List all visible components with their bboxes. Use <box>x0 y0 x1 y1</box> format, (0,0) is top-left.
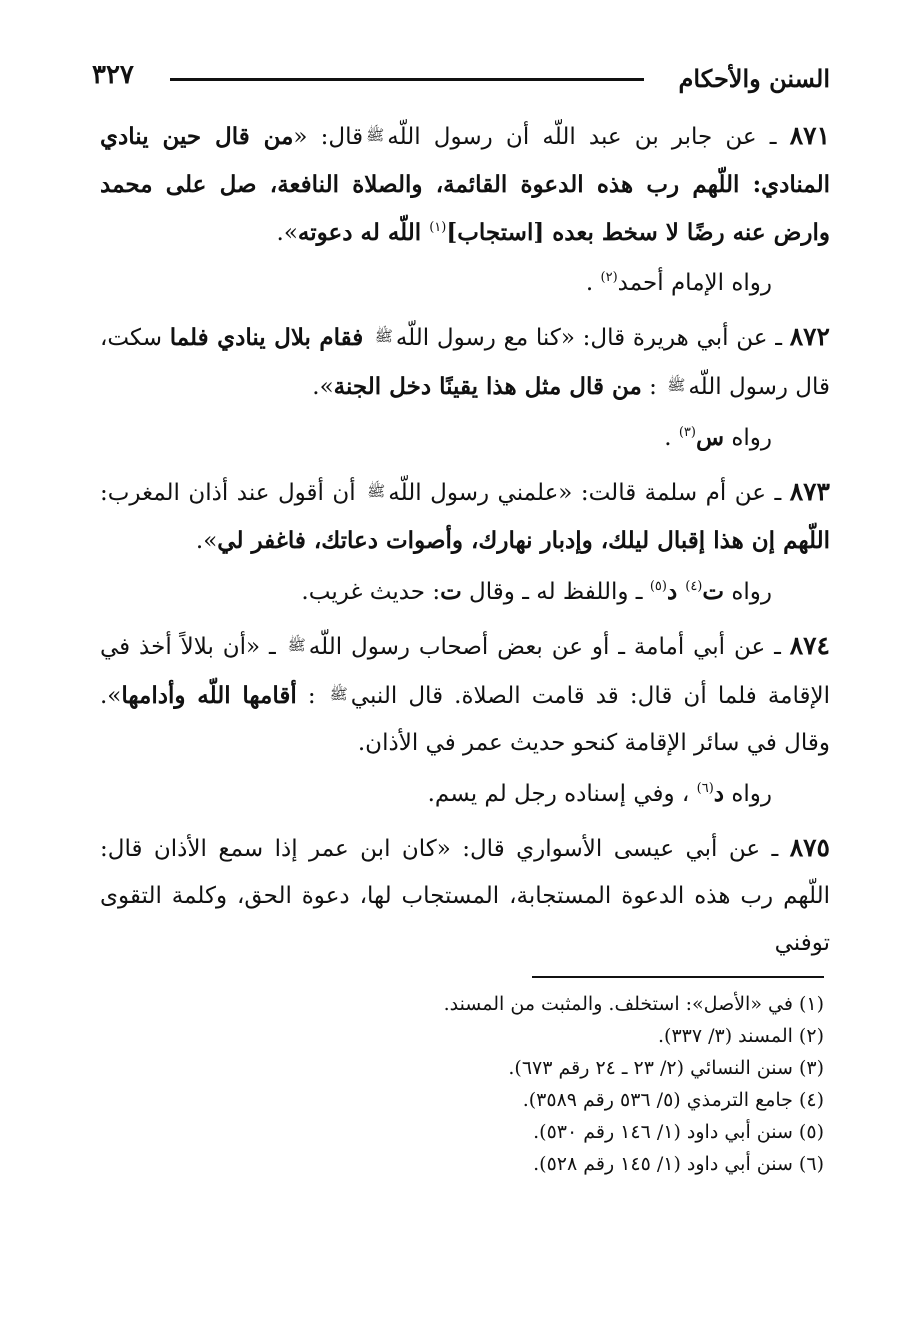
dash: ـ <box>767 325 790 351</box>
hadith-text: ». <box>195 528 218 554</box>
hadith-text: : <box>296 683 327 709</box>
narration-text: . <box>664 425 679 451</box>
hadith-text: عن أبي عيسى الأسواري قال: «كان ابن عمر إذا سمع الأذان قال: اللّهم رب هذه الدعوة المستجابة، المستجاب لها، دعوة الحق، وكلمة التقوى توفني <box>100 836 830 956</box>
footnote-separator <box>532 976 824 978</box>
narration-text: رواه <box>724 425 772 451</box>
hadith-text: ». <box>312 374 334 400</box>
salla-glyph: ﷺ <box>366 126 385 144</box>
header-rule <box>170 78 644 81</box>
hadith-text: فقام بلال ينادي فلما <box>169 324 372 351</box>
footnote-5: (٥) سنن أبي داود (١/ ١٤٦ رقم ٥٣٠). <box>533 1121 824 1143</box>
narration-872 <box>100 414 830 462</box>
footnote-marker: (٢) <box>600 270 618 285</box>
hadith-text: عن أم سلمة قالت: «علمني رسول اللّه <box>388 480 766 506</box>
hadith-text: عن أبي هريرة قال: «كنا مع رسول اللّه <box>395 325 768 351</box>
hadith-text: ». وقال في سائر الإقامة كنحو حديث عمر في الأذان. <box>100 683 830 756</box>
hadith-text: عن جابر بن عبد اللّه أن رسول اللّه <box>387 124 757 150</box>
narration-text: ـ واللفظ له ـ وقال <box>461 579 650 605</box>
page-number: ٣٢٧ <box>92 60 134 90</box>
running-title: السنن والأحكام <box>678 64 830 93</box>
main-text <box>100 112 830 967</box>
hadith-number: ٨٧٣ <box>789 477 830 506</box>
narration-874 <box>100 770 830 818</box>
hadith-875 <box>100 824 830 967</box>
salla-glyph: ﷺ <box>329 685 348 703</box>
source-sigla: ت <box>440 578 462 605</box>
hadith-number: ٨٧٤ <box>789 631 830 660</box>
hadith-text: سكت، قال رسول اللّه <box>100 325 830 400</box>
salla-glyph: ﷺ <box>374 327 393 345</box>
hadith-matn: اللّه له دعوته <box>297 219 430 246</box>
footnote-marker: (٣) <box>678 425 696 440</box>
hadith-text: قال: « <box>293 124 364 150</box>
footnote-marker: (١) <box>429 220 447 235</box>
footnote-1: (١) في «الأصل»: استخلف. والمثبت من المسند. <box>443 993 824 1015</box>
narration-871 <box>100 260 830 307</box>
footnote-4: (٤) جامع الترمذي (٥/ ٥٣٦ رقم ٣٥٨٩). <box>522 1089 824 1111</box>
hadith-matn: من قال مثل هذا يقينًا دخل الجنة <box>333 373 642 400</box>
source-sigla: د <box>666 578 686 605</box>
hadith-text: : <box>641 374 665 400</box>
hadith-text: ـ «أن بلالاً أخذ في الإقامة فلما أن قال: قد قامت الصلاة. قال النبي <box>100 634 830 709</box>
narration-text: رواه <box>724 579 772 605</box>
narration-text: . <box>585 270 601 296</box>
source-sigla: ت <box>702 578 725 605</box>
narration-text: رواه <box>724 781 772 807</box>
hadith-873 <box>100 468 830 565</box>
hadith-872 <box>100 313 830 411</box>
source-sigla: س <box>695 424 725 451</box>
hadith-number: ٨٧٢ <box>789 322 830 351</box>
footnote-marker: (٦) <box>696 781 714 796</box>
hadith-text: أن أقول عند أذان المغرب: <box>100 480 365 506</box>
hadith-matn: أقامها اللّه وأدامها <box>121 682 297 709</box>
source-sigla: د <box>713 780 725 807</box>
footnotes <box>100 988 824 1180</box>
salla-glyph: ﷺ <box>287 636 306 654</box>
narration-873 <box>100 568 830 616</box>
footnote-3: (٣) سنن النسائي (٢/ ٢٣ ـ ٢٤ رقم ٦٧٣). <box>508 1057 824 1079</box>
page-header <box>92 58 830 102</box>
hadith-number: ٨٧١ <box>789 121 831 150</box>
narration-text: ، وفي إسناده رجل لم يسم. <box>427 781 697 807</box>
hadith-matn: من قال حين ينادي المنادي: اللّهم رب هذه الدعوة القائمة، والصلاة النافعة، صل على محمد وارض عنه رضًا لا سخط بعده [استجاب] <box>100 123 830 246</box>
dash: ـ <box>765 634 790 660</box>
dash: ـ <box>766 480 790 506</box>
dash: ـ <box>760 836 790 862</box>
footnote-marker: (٤) <box>685 579 703 594</box>
salla-glyph: ﷺ <box>667 376 686 394</box>
hadith-matn: اللّهم إن هذا إقبال ليلك، وإدبار نهارك، وأصوات دعاتك، فاغفر لي <box>217 527 830 554</box>
footnote-2: (٢) المسند (٣/ ٣٣٧). <box>657 1025 824 1047</box>
narration-text: رواه الإمام أحمد <box>617 270 772 296</box>
hadith-871 <box>100 112 830 257</box>
hadith-874 <box>100 622 830 767</box>
hadith-text: عن أبي أمامة ـ أو عن بعض أصحاب رسول اللّه <box>308 634 766 660</box>
footnote-6: (٦) سنن أبي داود (١/ ١٤٥ رقم ٥٢٨). <box>533 1153 824 1175</box>
narration-text: : حديث غريب. <box>301 579 441 605</box>
dash: ـ <box>756 124 790 150</box>
footnote-marker: (٥) <box>649 579 667 594</box>
hadith-text: ». <box>276 220 298 246</box>
salla-glyph: ﷺ <box>367 482 386 500</box>
hadith-number: ٨٧٥ <box>789 833 830 862</box>
